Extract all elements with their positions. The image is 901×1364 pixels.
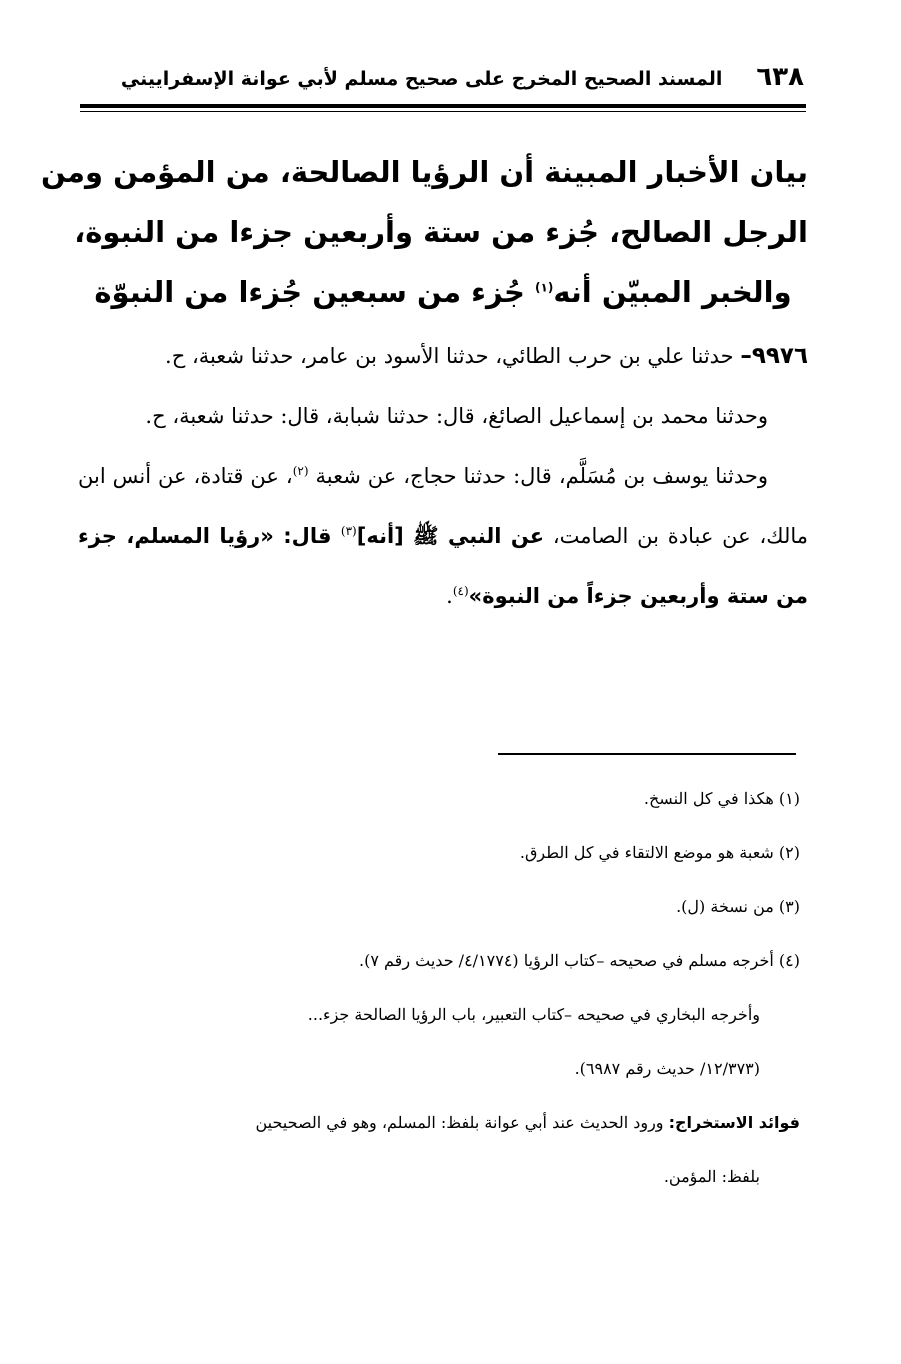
footnote-1: (١) هكذا في كل النسخ. [643, 789, 800, 808]
footnote-ref-3: (٣) [340, 524, 357, 538]
header-rule-thin [80, 111, 806, 112]
chapter-heading-line-2: الرجل الصالح، جُزء من ستة وأربعين جزءا من النبوة، [74, 215, 808, 249]
footnote-4-continuation-2: (١٢/٣٧٣/ حديث رقم ٦٩٨٧). [574, 1059, 760, 1078]
hadith-body [78, 326, 808, 626]
chapter-heading-line-3b: جُزء من سبعين جُزءا من النبوّة [94, 275, 536, 309]
running-header-title: المسند الصحيح المخرج على صحيح مسلم لأبي عوانة الإسفراييني [120, 68, 723, 90]
footnote-4-continuation-1: وأخرجه البخاري في صحيحه –كتاب التعبير، باب الرؤيا الصالحة جزء... [307, 1005, 760, 1024]
page-number: ٦٣٨ [756, 62, 804, 92]
footnote-3: (٣) من نسخة (ل). [676, 897, 800, 916]
hadith-matn-intro: عن النبي ﷺ [أنه] [356, 524, 545, 548]
hadith-paragraph-1-text: حدثنا علي بن حرب الطائي، حدثنا الأسود بن عامر، حدثنا شعبة، ح. [165, 344, 741, 368]
footnote-4: (٤) أخرجه مسلم في صحيحه –كتاب الرؤيا (٤/١٧٧٤/ حديث رقم ٧). [359, 951, 800, 970]
extraction-benefits-text: ورود الحديث عند أبي عوانة بلفظ: المسلم، وهو في الصحيحين [255, 1113, 669, 1132]
hadith-paragraph-3 [78, 446, 808, 626]
chapter-heading [40, 142, 808, 322]
running-header [82, 62, 804, 102]
hadith-paragraph-3b: ، عن قتادة، عن أنس ابن مالك، عن عبادة بن الصامت، [78, 464, 808, 548]
hadith-end-mark: . [446, 584, 453, 608]
hadith-paragraph-1 [78, 326, 808, 386]
footnote-2: (٢) شعبة هو موضع الالتقاء في كل الطرق. [519, 843, 800, 862]
hadith-matn: قال: «رؤيا المسلم، جزء من ستة وأربعين جزءاً من النبوة» [78, 524, 808, 608]
hadith-paragraph-2: وحدثنا محمد بن إسماعيل الصائغ، قال: حدثنا شبابة، قال: حدثنا شعبة، ح. [145, 404, 768, 428]
chapter-heading-line-3 [78, 262, 808, 322]
extraction-benefits [78, 1096, 800, 1150]
footnote-ref-2: (٢) [292, 464, 309, 478]
footnote-separator [498, 753, 796, 755]
hadith-paragraph-3a: وحدثنا يوسف بن مُسَلَّم، قال: حدثنا حجاج، عن شعبة [308, 464, 769, 488]
chapter-heading-line-3a: والخبر المبيّن أنه [553, 275, 792, 309]
chapter-heading-line-1: بيان الأخبار المبينة أن الرؤيا الصالحة، من المؤمن ومن [40, 155, 808, 189]
hadith-number: ٩٩٧٦– [740, 343, 808, 369]
header-rule [80, 104, 806, 108]
footnotes [78, 772, 800, 1204]
footnote-ref-4: (٤) [452, 584, 469, 598]
extraction-benefits-label: فوائد الاستخراج: [668, 1113, 800, 1132]
extraction-benefits-continuation: بلفظ: المؤمن. [663, 1167, 760, 1186]
footnote-ref-1: (١) [535, 280, 554, 295]
